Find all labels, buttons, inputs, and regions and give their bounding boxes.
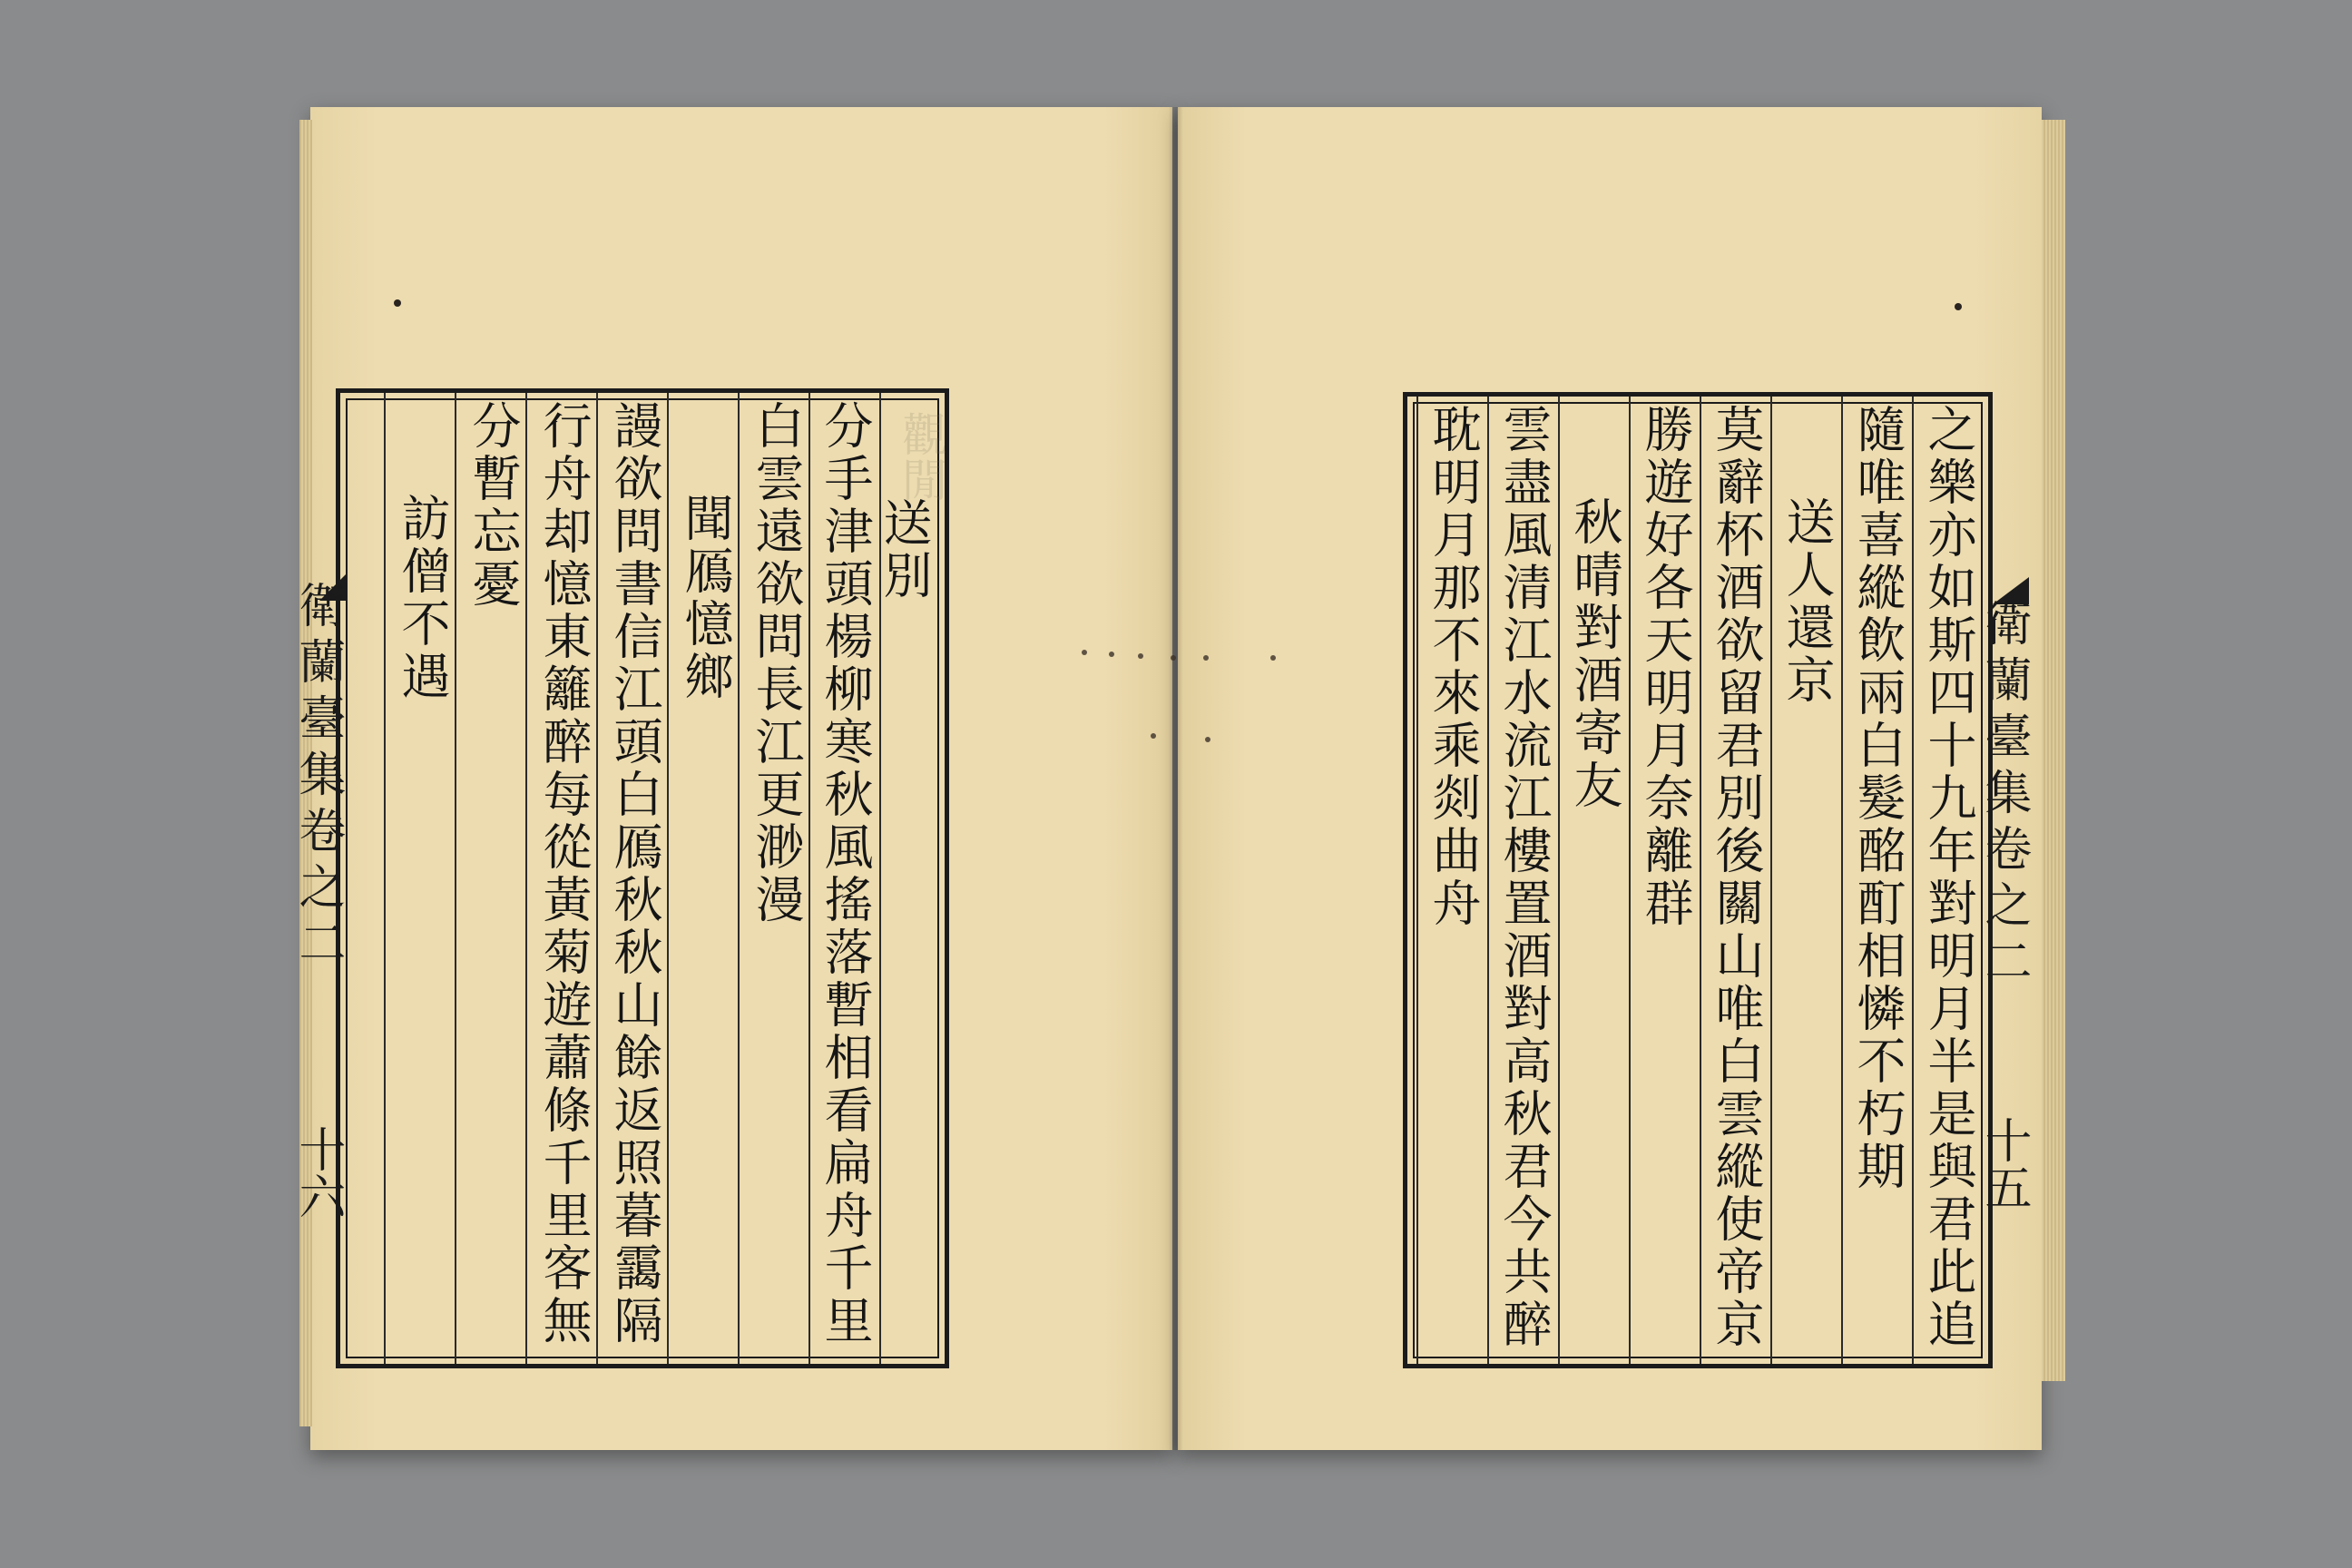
poem-line: 耽明月那不來乘剡曲舟 bbox=[1425, 404, 1482, 930]
binding-hole bbox=[1138, 653, 1143, 659]
right-text-frame bbox=[1403, 392, 1993, 1368]
binding-hole bbox=[1151, 733, 1156, 739]
poem-title: 秋晴對酒寄友 bbox=[1566, 496, 1623, 812]
paper-spot bbox=[1955, 303, 1962, 310]
poem-line: 分暫忘憂 bbox=[465, 400, 522, 611]
binding-hole bbox=[1171, 655, 1176, 661]
poem-line: 行舟却憶東籬醉每從黃菊遊蕭條千里客無 bbox=[535, 400, 593, 1348]
poem-title: 聞鴈憶鄉 bbox=[677, 493, 734, 703]
left-text-frame bbox=[336, 388, 949, 1368]
poem-title: 送別 bbox=[876, 497, 933, 603]
poem-line: 莫辭杯酒欲留君別後關山唯白雲縱使帝京 bbox=[1708, 404, 1765, 1351]
poem-line: 勝遊好各天明月奈離群 bbox=[1637, 404, 1694, 930]
poem-line: 白雲遠欲問長江更渺漫 bbox=[748, 400, 805, 926]
bleed-through-text: 觀閒 bbox=[895, 411, 947, 502]
left-margin-title: 衛蘭臺集卷之二 bbox=[290, 581, 345, 975]
poem-line: 之樂亦如斯四十九年對明月半是與君此追 bbox=[1920, 404, 1977, 1351]
binding-hole bbox=[1082, 650, 1087, 655]
right-margin-title: 衛蘭臺集卷之二 bbox=[1976, 599, 2031, 993]
binding-hole bbox=[1203, 655, 1209, 661]
poem-title: 訪僧不遇 bbox=[394, 493, 451, 703]
poem-line: 隨唯喜縱飲兩白髮酩酊相憐不朽期 bbox=[1849, 404, 1906, 1193]
binding-hole bbox=[1205, 737, 1210, 742]
poem-line: 謾欲問書信江頭白鴈秋秋山餘返照暮靄隔 bbox=[606, 400, 663, 1348]
paper-spot bbox=[394, 299, 401, 307]
right-page-number: 十五 bbox=[1976, 1116, 2031, 1210]
poem-line: 分手津頭楊柳寒秋風搖落暫相看扁舟千里 bbox=[817, 400, 874, 1348]
book-spine bbox=[1169, 107, 1183, 1450]
left-page-number: 十六 bbox=[290, 1125, 345, 1220]
poem-title: 送人還京 bbox=[1779, 496, 1836, 707]
poem-line: 雲盡風清江水流江樓置酒對高秋君今共醉 bbox=[1495, 404, 1553, 1351]
right-page-edges bbox=[2042, 120, 2065, 1381]
binding-hole bbox=[1109, 652, 1114, 657]
binding-hole bbox=[1270, 655, 1276, 661]
